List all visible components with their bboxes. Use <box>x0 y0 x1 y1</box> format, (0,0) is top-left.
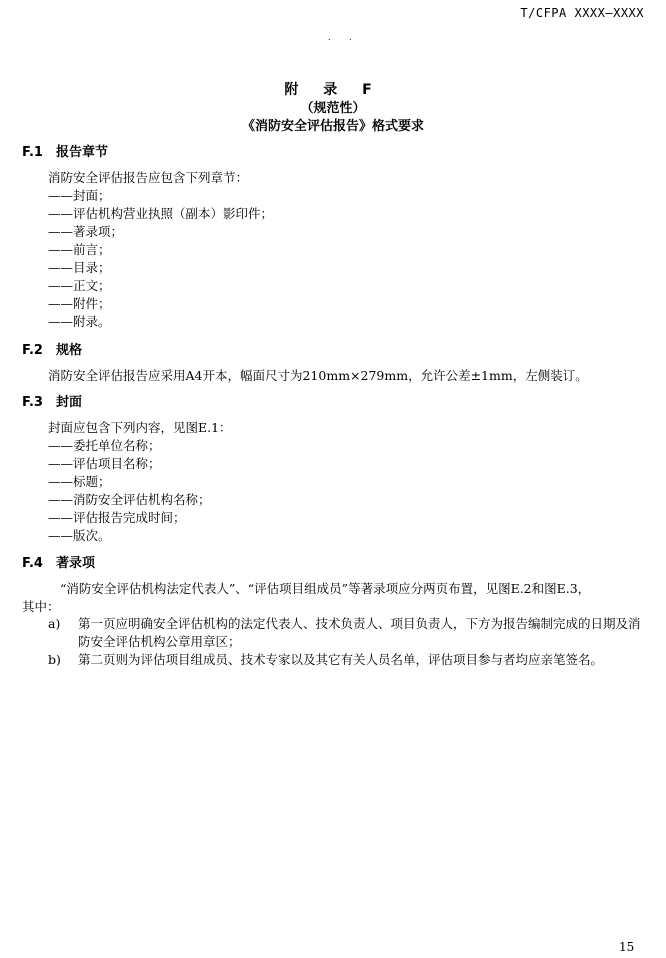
section-heading-f4 <box>22 552 95 571</box>
list-item <box>48 651 644 669</box>
section-title: 规格 <box>56 343 83 358</box>
section-heading-f3 <box>22 391 82 410</box>
list-item: ——目录； <box>48 260 111 275</box>
list-item: ——附件； <box>48 296 111 311</box>
list-item: ——封面； <box>48 188 111 203</box>
list-item: ——著录项； <box>48 224 124 239</box>
list-item-label: a) <box>48 616 61 631</box>
section-title: 著录项 <box>56 556 96 571</box>
list-item: ——评估报告完成时间； <box>48 510 186 525</box>
document-code: T/CFPA XXXX—XXXX <box>520 6 644 20</box>
section-intro: 消防安全评估报告应包含下列章节： <box>48 170 249 185</box>
list-item: ——正文； <box>48 278 111 293</box>
page-number: 15 <box>619 940 635 954</box>
appendix-type: （规范性） <box>300 101 366 116</box>
list-item-text: 第二页则为评估项目组成员、技术专家以及其它有关人员名单，评估项目参与者均应亲笔签名。 <box>78 652 604 667</box>
list-item: ——前言； <box>48 242 111 257</box>
section-number: F.2 <box>22 343 43 358</box>
section-heading-f1 <box>22 141 108 160</box>
section-title: 封面 <box>56 395 83 410</box>
section-intro-continued: 其中： <box>22 599 60 614</box>
list-item: ——附录。 <box>48 314 111 329</box>
list-item: ——评估机构营业执照（副本）影印件； <box>48 206 274 221</box>
section-number: F.1 <box>22 145 43 160</box>
section-title: 报告章节 <box>56 145 109 160</box>
section-intro: 封面应包含下列内容，见图E.1： <box>48 420 232 435</box>
decorative-dots: . . <box>328 33 360 42</box>
list-item: ——委托单位名称； <box>48 438 161 453</box>
list-item-label: b) <box>48 652 61 667</box>
list-item: ——标题； <box>48 474 111 489</box>
section-intro: “消防安全评估机构法定代表人”、“评估项目组成员”等著录项应分两页布置，见图E.2和图E.3， <box>60 581 591 596</box>
list-item: ——版次。 <box>48 528 111 543</box>
section-heading-f2 <box>22 339 82 358</box>
list-item: ——消防安全评估机构名称； <box>48 492 211 507</box>
appendix-label: 附 录 F <box>284 82 382 98</box>
section-number: F.3 <box>22 395 43 410</box>
list-item-text: 第一页应明确安全评估机构的法定代表人、技术负责人、项目负责人，下方为报告编制完成的日期及消防安全评估机构公章用章区； <box>78 616 641 649</box>
list-item: ——评估项目名称； <box>48 456 161 471</box>
section-text: 消防安全评估报告应采用A4开本，幅面尺寸为210mm×279mm，允许公差±1mm，左侧装订。 <box>48 368 588 383</box>
appendix-title: 《消防安全评估报告》格式要求 <box>241 119 424 134</box>
section-number: F.4 <box>22 556 43 571</box>
list-item <box>48 615 644 651</box>
